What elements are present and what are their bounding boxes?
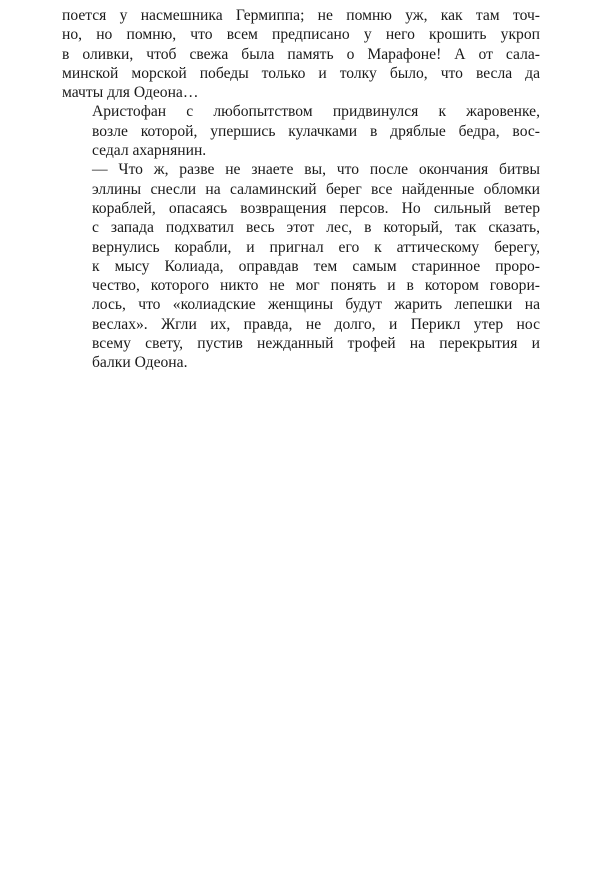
text-line: к мысу Колиада, оправдав тем самым старинное проро- — [92, 257, 540, 275]
text-line: мачты для Одеона… — [62, 84, 199, 102]
text-line: чество, которого никто не мог понять и в котором говори- — [92, 277, 540, 295]
paragraph-2 — [62, 102, 540, 160]
text-line: балки Одеона. — [92, 354, 188, 372]
text-line: с запада подхватил весь этот лес, в который, так сказать, — [92, 219, 540, 237]
text-line: — Что ж, разве не знаете вы, что после окончания битвы — [92, 161, 540, 179]
text-line: но, но помню, что всем предписано у него крошить укроп — [62, 26, 540, 44]
text-line: в оливки, чтоб свежа была память о Марафоне! А от сала- — [62, 45, 540, 63]
text-line: минской морской победы только и толку было, что весла да — [62, 64, 540, 82]
paragraph-1 — [62, 6, 540, 102]
text-line: возле которой, упершись кулачками в дряблые бедра, вос- — [92, 122, 540, 140]
text-line: лось, что «колиадские женщины будут жарить лепешки на — [92, 296, 540, 314]
text-line: седал ахарнянин. — [92, 142, 207, 160]
text-line: кораблей, опасаясь возвращения персов. Но сильный ветер — [92, 199, 540, 217]
text-line: Аристофан с любопытством придвинулся к жаровенке, — [92, 103, 540, 121]
text-line: эллины снесли на саламинский берег все найденные обломки — [92, 180, 540, 198]
text-line: всему свету, пустив нежданный трофей на перекрытия и — [92, 335, 540, 353]
paragraph-3 — [62, 160, 540, 372]
text-line: вернулись корабли, и пригнал его к аттическому берегу, — [92, 238, 540, 256]
book-page-text — [62, 6, 540, 373]
text-line: веслах». Жгли их, правда, не долго, и Перикл утер нос — [92, 315, 540, 333]
text-line: поется у насмешника Гермиппа; не помню уж, как там точ- — [62, 7, 540, 24]
